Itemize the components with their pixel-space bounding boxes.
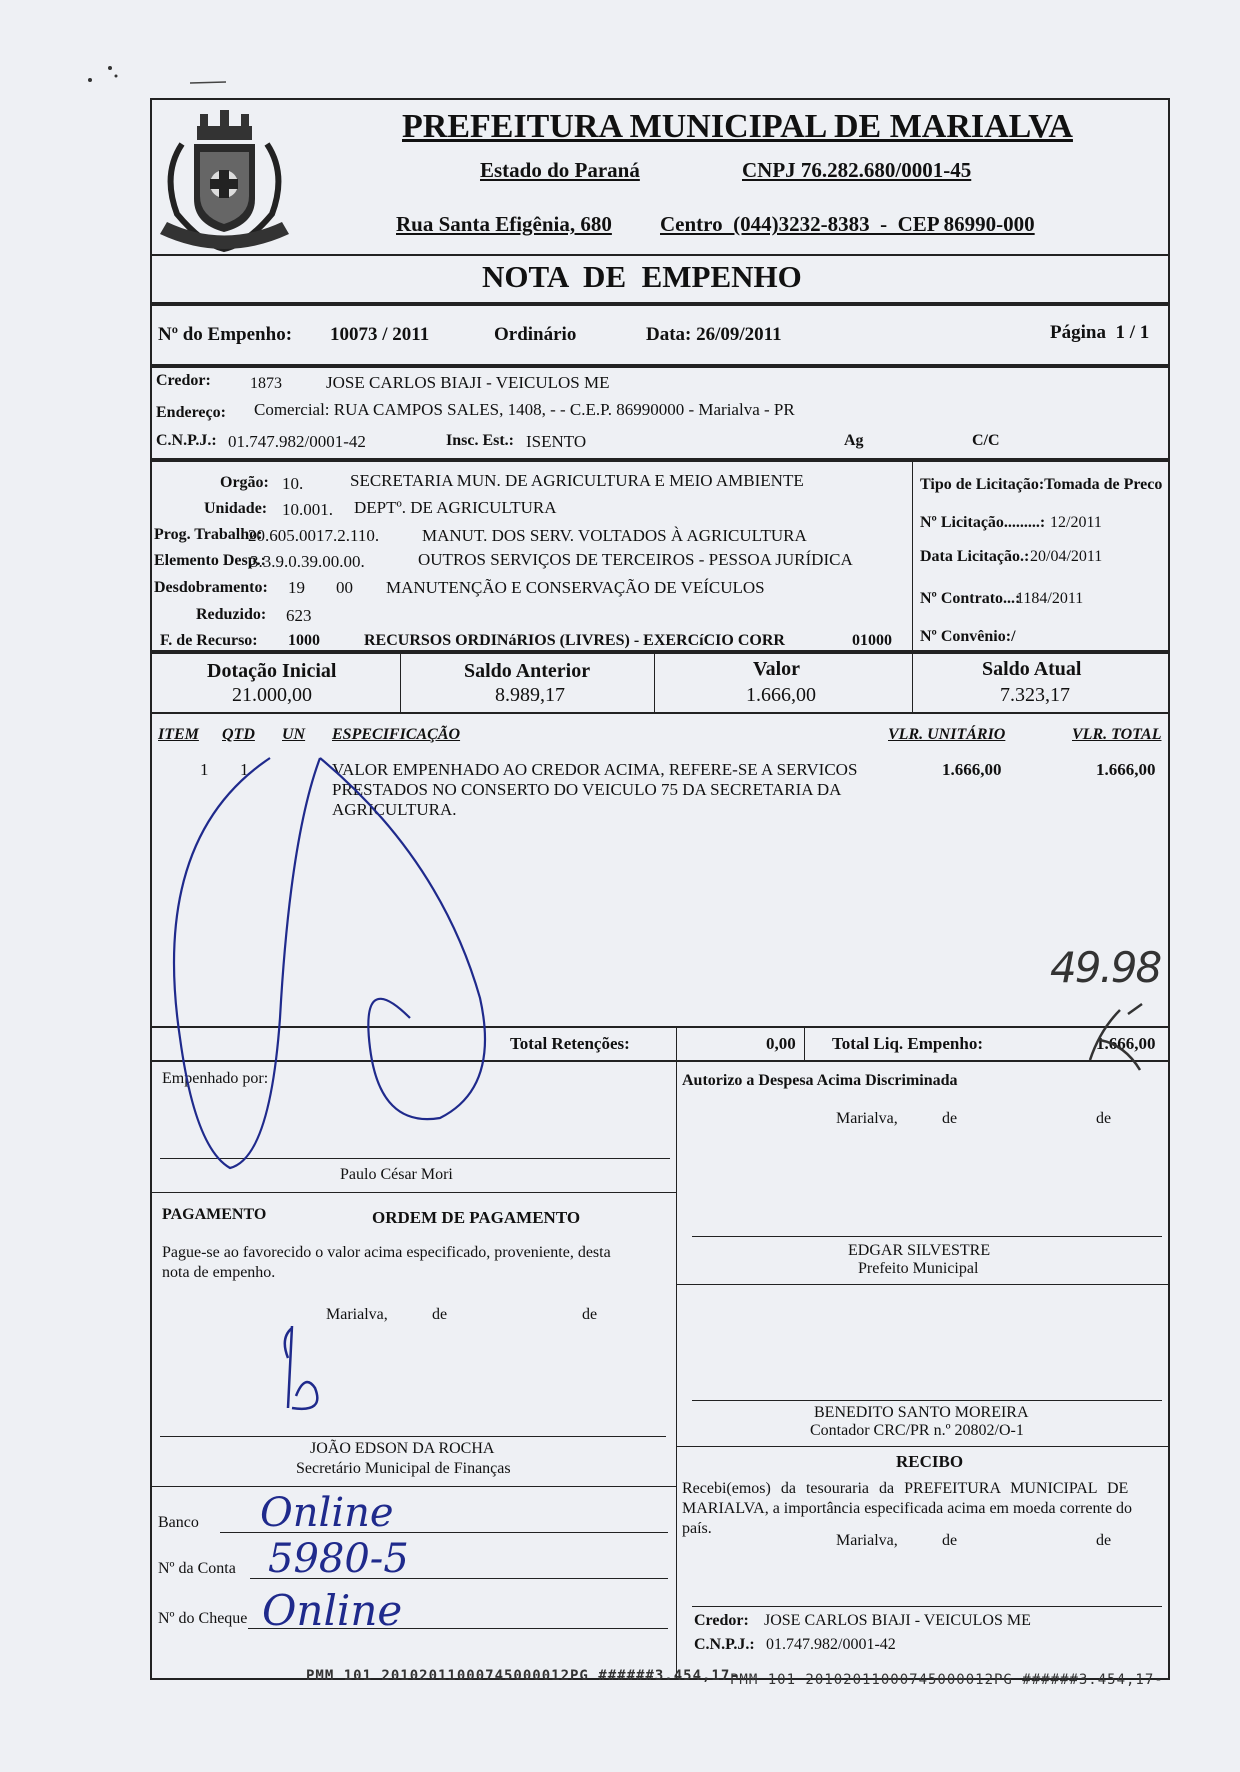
item-unit-value: 1.666,00 bbox=[942, 760, 1002, 779]
total-retencoes-value: 0,00 bbox=[766, 1034, 796, 1053]
licitacao-number: 12/2011 bbox=[1050, 514, 1102, 531]
saldo-anterior-value: 8.989,17 bbox=[495, 684, 565, 706]
cc-label: C/C bbox=[972, 432, 1000, 449]
banco-handwritten: Online bbox=[260, 1490, 394, 1536]
item-number: 1 bbox=[200, 760, 209, 779]
dotacao-inicial-value: 21.000,00 bbox=[232, 684, 312, 706]
credor-name: JOSE CARLOS BIAJI - VEICULOS ME bbox=[326, 373, 610, 392]
city-hall-cnpj: CNPJ 76.282.680/0001-45 bbox=[742, 158, 972, 182]
conta-label: Nº da Conta bbox=[158, 1560, 236, 1577]
recibo-cnpj-label: C.N.P.J.: bbox=[694, 1636, 755, 1653]
prefeito-name: EDGAR SILVESTRE bbox=[848, 1242, 991, 1259]
pagamento-de-2: de bbox=[582, 1306, 598, 1323]
licitacao-date: 20/04/2011 bbox=[1030, 548, 1103, 565]
prog-trabalho-name: MANUT. DOS SERV. VOLTADOS À AGRICULTURA bbox=[422, 526, 807, 545]
contador-name: BENEDITO SANTO MOREIRA bbox=[814, 1404, 1029, 1421]
reduzido-code: 623 bbox=[286, 606, 312, 625]
ordem-pagamento-label: ORDEM DE PAGAMENTO bbox=[372, 1208, 581, 1227]
empenhado-por-name: Paulo César Mori bbox=[340, 1166, 453, 1183]
fonte-recurso-name: RECURSOS ORDINáRIOS (LIVRES) - EXERCíCIO CORR bbox=[364, 632, 785, 649]
valor-value: 1.666,00 bbox=[746, 684, 816, 706]
secretario-name: JOÃO EDSON DA ROCHA bbox=[310, 1440, 495, 1457]
total-retencoes-label: Total Retenções: bbox=[510, 1034, 630, 1053]
desdobramento-name: MANUTENÇÃO E CONSERVAÇÃO DE VEÍCULOS bbox=[386, 578, 765, 597]
credor-cnpj: 01.747.982/0001-42 bbox=[228, 432, 366, 451]
recibo-place: Marialva, bbox=[836, 1532, 898, 1549]
desdobramento-sub: 00 bbox=[336, 578, 353, 597]
credor-label: Credor: bbox=[156, 372, 211, 389]
autorizo-despesa: Autorizo a Despesa Acima Discriminada bbox=[682, 1072, 958, 1089]
page-indicator: Página 1 / 1 bbox=[1050, 322, 1150, 343]
recibo-text-line-2: MARIALVA, a importância especificada acima em moeda corrente do bbox=[682, 1500, 1133, 1517]
cheque-handwritten: Online bbox=[262, 1586, 403, 1635]
empenho-type: Ordinário bbox=[494, 324, 577, 345]
credor-code: 1873 bbox=[250, 375, 282, 392]
pagamento-label: PAGAMENTO bbox=[162, 1206, 267, 1223]
contrato-number: 1184/2011 bbox=[1016, 590, 1084, 607]
header-especificacao: ESPECIFICAÇÃO bbox=[332, 726, 461, 743]
elemento-label: Elemento Desp.: bbox=[154, 552, 266, 569]
elemento-code: 3.3.9.0.39.00.00. bbox=[250, 552, 365, 571]
item-spec-line-3: AGRICULTURA. bbox=[332, 800, 457, 819]
orgao-code: 10. bbox=[282, 474, 304, 493]
fonte-recurso-label: F. de Recurso: bbox=[160, 632, 258, 649]
fonte-recurso-number: 01000 bbox=[852, 632, 892, 649]
item-qtd: 1 bbox=[240, 760, 249, 779]
autorizo-de-2: de bbox=[1096, 1110, 1112, 1127]
pagamento-text-line-1: Pague-se ao favorecido o valor acima especificado, proveniente, desta bbox=[162, 1244, 611, 1261]
empenho-date: Data: 26/09/2011 bbox=[646, 324, 782, 345]
saldo-atual-value: 7.323,17 bbox=[1000, 684, 1070, 706]
header-un: UN bbox=[282, 726, 306, 743]
contrato-label: Nº Contrato...: bbox=[920, 590, 1021, 607]
autorizo-de-1: de bbox=[942, 1110, 958, 1127]
recibo-de-2: de bbox=[1096, 1532, 1112, 1549]
footer-barcode-right: PMM 101 20102011000745000012PG ######3.454,17- bbox=[730, 1672, 1164, 1688]
header-vlr-total: VLR. TOTAL bbox=[1072, 726, 1162, 743]
credor-cnpj-label: C.N.P.J.: bbox=[156, 432, 217, 449]
dotacao-inicial-label: Dotação Inicial bbox=[207, 660, 337, 682]
state-name: Estado do Paraná bbox=[480, 158, 640, 182]
recibo-text-line-3: país. bbox=[682, 1520, 712, 1537]
recibo-de-1: de bbox=[942, 1532, 958, 1549]
header-item: ITEM bbox=[158, 726, 199, 743]
fonte-recurso-code: 1000 bbox=[288, 632, 320, 649]
header-vlr-unitario: VLR. UNITÁRIO bbox=[888, 726, 1006, 743]
orgao-label: Orgão: bbox=[220, 474, 269, 491]
empenho-number-label: Nº do Empenho: bbox=[158, 324, 293, 345]
item-spec-line-1: VALOR EMPENHADO AO CREDOR ACIMA, REFERE-SE A SERVICOS bbox=[332, 760, 858, 779]
empenhado-por-label: Empenhado por: bbox=[162, 1070, 269, 1087]
insc-est-label: Insc. Est.: bbox=[446, 432, 515, 449]
totals-row bbox=[150, 1026, 1170, 1062]
autorizo-place: Marialva, bbox=[836, 1110, 898, 1127]
total-liquido-label: Total Liq. Empenho: bbox=[832, 1034, 983, 1053]
stray-mark-icon bbox=[40, 48, 240, 98]
desdobramento-label: Desdobramento: bbox=[154, 579, 268, 596]
banco-label: Banco bbox=[158, 1514, 199, 1531]
convenio: Nº Convênio:/ bbox=[920, 628, 1016, 645]
saldo-atual-label: Saldo Atual bbox=[982, 658, 1082, 680]
recibo-credor-label: Credor: bbox=[694, 1612, 749, 1629]
total-liquido-value: 1.666,00 bbox=[1096, 1034, 1156, 1053]
elemento-name: OUTROS SERVIÇOS DE TERCEIROS - PESSOA JURÍDICA bbox=[418, 550, 853, 569]
credor-address-label: Endereço: bbox=[156, 404, 226, 421]
prefeito-title: Prefeito Municipal bbox=[858, 1260, 979, 1277]
street-address: Rua Santa Efigênia, 680 bbox=[396, 212, 612, 236]
reduzido-label: Reduzido: bbox=[196, 606, 267, 623]
empenho-number: 10073 / 2011 bbox=[330, 324, 430, 345]
item-spec-line-2: PRESTADOS NO CONSERTO DO VEICULO 75 DA SECRETARIA DA bbox=[332, 780, 842, 799]
licitacao-date-label: Data Licitação.: bbox=[920, 548, 1030, 565]
unidade-code: 10.001. bbox=[282, 500, 333, 519]
nota-de-empenho-document bbox=[150, 98, 1170, 1678]
cheque-label: Nº do Cheque bbox=[158, 1610, 248, 1627]
unidade-label: Unidade: bbox=[204, 500, 268, 517]
document-title: NOTA DE EMPENHO bbox=[482, 259, 802, 294]
item-total-value: 1.666,00 bbox=[1096, 760, 1156, 779]
footer-barcode-left: PMM 101 20102011000745000012PG ######3.454,17- bbox=[306, 1668, 740, 1684]
recibo-text-line-1: Recebi(emos) da tesouraria da PREFEITURA MUNICIPAL DE bbox=[682, 1480, 1129, 1497]
saldo-anterior-label: Saldo Anterior bbox=[464, 660, 591, 682]
pagamento-text-line-2: nota de empenho. bbox=[162, 1264, 276, 1281]
ag-label: Ag bbox=[844, 432, 864, 449]
unidade-name: DEPTº. DE AGRICULTURA bbox=[354, 498, 557, 517]
secretario-title: Secretário Municipal de Finanças bbox=[296, 1460, 511, 1477]
licitacao-number-label: Nº Licitação.........: bbox=[920, 514, 1046, 531]
handwritten-note: 49.98 bbox=[1050, 943, 1161, 992]
coat-of-arms-icon bbox=[152, 104, 297, 254]
recibo-cnpj: 01.747.982/0001-42 bbox=[766, 1636, 896, 1653]
pagamento-place: Marialva, bbox=[326, 1306, 388, 1323]
city-hall-title: PREFEITURA MUNICIPAL DE MARIALVA bbox=[402, 108, 1073, 145]
valor-label: Valor bbox=[753, 658, 801, 680]
conta-handwritten: 5980-5 bbox=[268, 1536, 409, 1582]
prog-trabalho-code: 20.605.0017.2.110. bbox=[248, 526, 380, 545]
header-qtd: QTD bbox=[222, 726, 255, 743]
recibo-credor-name: JOSE CARLOS BIAJI - VEICULOS ME bbox=[764, 1612, 1031, 1629]
tipo-licitacao: Tipo de Licitação:Tomada de Preco bbox=[920, 476, 1163, 493]
prog-trabalho-label: Prog. Trabalho: bbox=[154, 526, 263, 543]
orgao-name: SECRETARIA MUN. DE AGRICULTURA E MEIO AMBIENTE bbox=[350, 471, 804, 490]
pagamento-de-1: de bbox=[432, 1306, 448, 1323]
recibo-title: RECIBO bbox=[896, 1452, 964, 1471]
credor-address: Comercial: RUA CAMPOS SALES, 1408, - - C.E.P. 86990000 - Marialva - PR bbox=[254, 400, 795, 419]
contador-title: Contador CRC/PR n.º 20802/O-1 bbox=[810, 1422, 1024, 1439]
insc-est-value: ISENTO bbox=[526, 432, 587, 451]
contact-line: Centro (044)3232-8383 - CEP 86990-000 bbox=[660, 212, 1035, 236]
desdobramento-code: 19 bbox=[288, 578, 305, 597]
